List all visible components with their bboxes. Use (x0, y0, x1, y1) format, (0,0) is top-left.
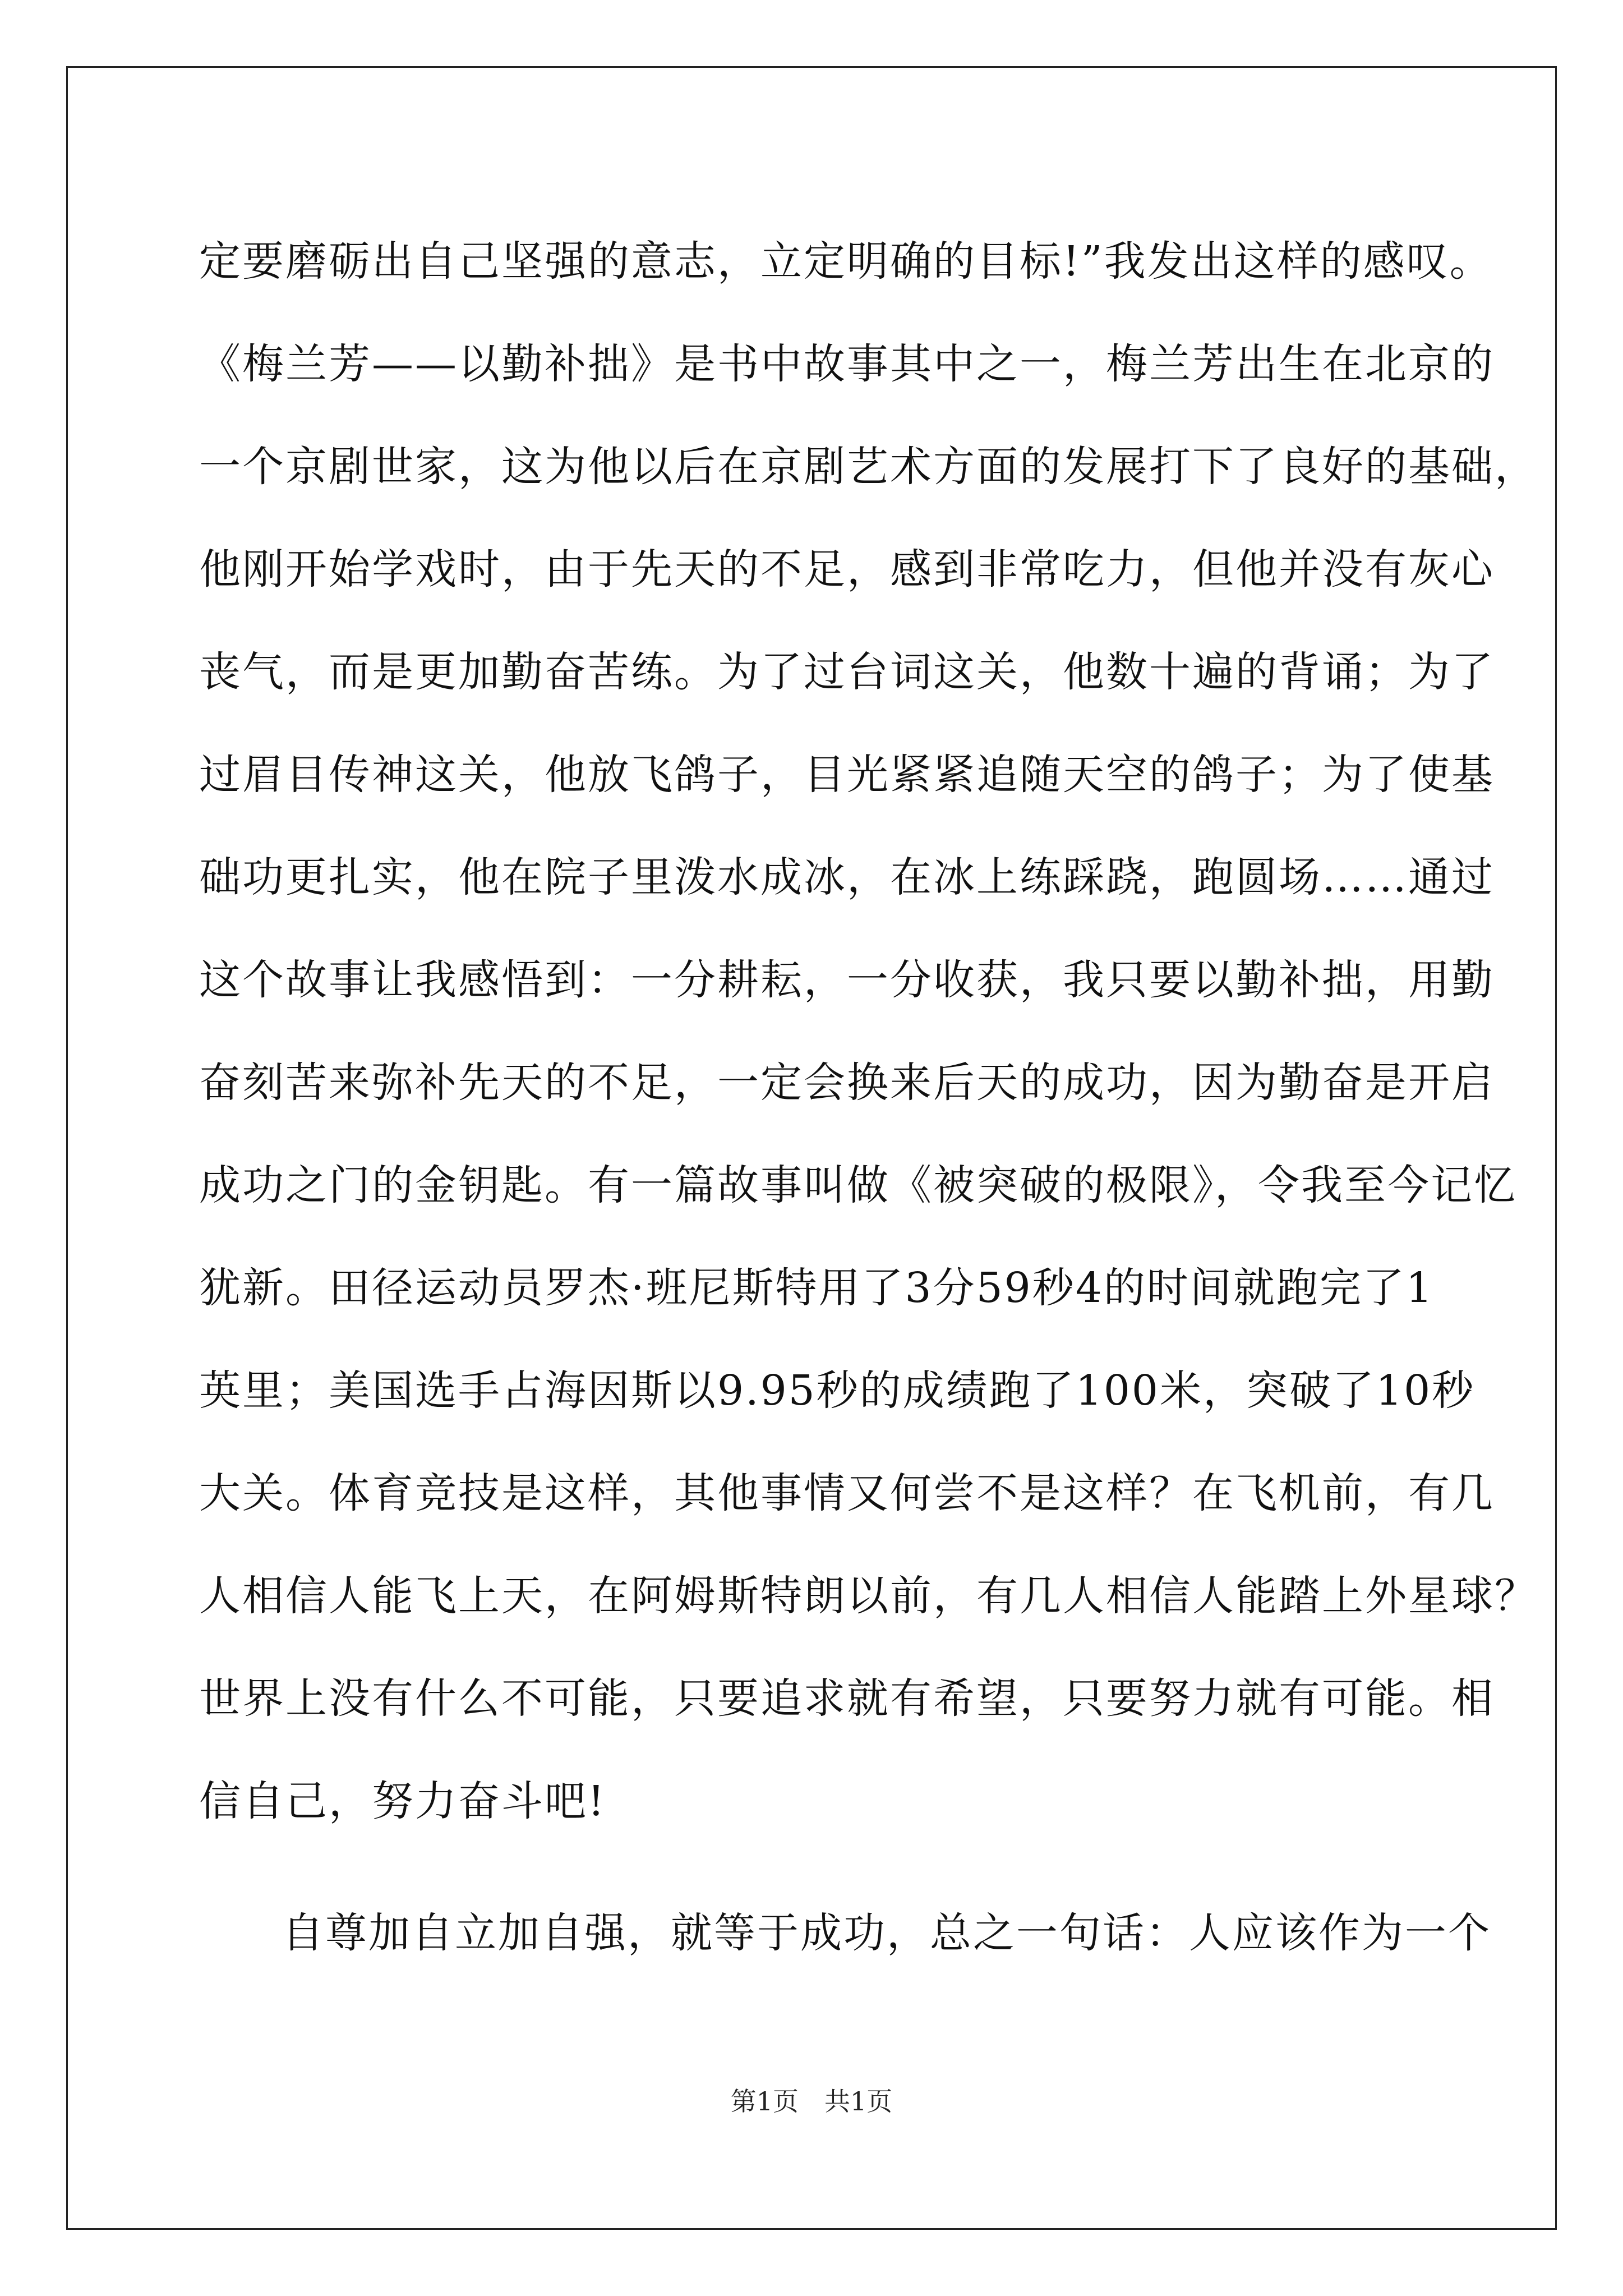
text-line: 犹新。田径运动员罗杰·班尼斯特用了3分59秒4的时间就跑完了1 (199, 1264, 1434, 1312)
text-line: 信自己，努力奋斗吧! (199, 1777, 606, 1825)
paragraph-start-line: 自尊加自立加自强，就等于成功，总之一句话：人应该作为一个 (282, 1909, 1491, 1957)
text-line: 世界上没有什么不可能，只要追求就有希望，只要努力就有可能。相 (199, 1674, 1495, 1723)
text-line: 成功之门的金钥匙。有一篇故事叫做《被突破的极限》，令我至今记忆 (199, 1161, 1517, 1209)
text-line: 大关。体育竞技是这样，其他事情又何尝不是这样？在飞机前，有几 (199, 1469, 1495, 1517)
text-line: 他刚开始学戏时，由于先天的不足，感到非常吃力，但他并没有灰心 (199, 545, 1495, 593)
text-line: 英里；美国选手占海因斯以9.95秒的成绩跑了100米，突破了10秒 (199, 1366, 1476, 1415)
text-line: 过眉目传神这关，他放飞鸽子，目光紧紧追随天空的鸽子；为了使基 (199, 751, 1495, 799)
text-line: 定要磨砺出自己坚强的意志，立定明确的目标!”我发出这样的感叹。 (199, 237, 1493, 286)
text-line: 《梅兰芳——以勤补拙》是书中故事其中之一，梅兰芳出生在北京的 (199, 340, 1495, 388)
page-footer: 第1页 共1页 (730, 2086, 893, 2116)
text-line: 一个京剧世家，这为他以后在京剧艺术方面的发展打下了良好的基础， (199, 443, 1538, 491)
text-line: 人相信人能飞上天，在阿姆斯特朗以前，有几人相信人能踏上外星球？ (199, 1572, 1538, 1620)
text-line: 丧气，而是更加勤奋苦练。为了过台词这关，他数十遍的背诵；为了 (199, 648, 1495, 696)
text-line: 础功更扎实，他在院子里泼水成冰，在冰上练踩跷，跑圆场……通过 (199, 853, 1495, 901)
text-line: 奋刻苦来弥补先天的不足，一定会换来后天的成功，因为勤奋是开启 (199, 1059, 1495, 1107)
text-line: 这个故事让我感悟到：一分耕耘，一分收获，我只要以勤补拙，用勤 (199, 956, 1495, 1004)
document-body (199, 210, 1538, 1985)
